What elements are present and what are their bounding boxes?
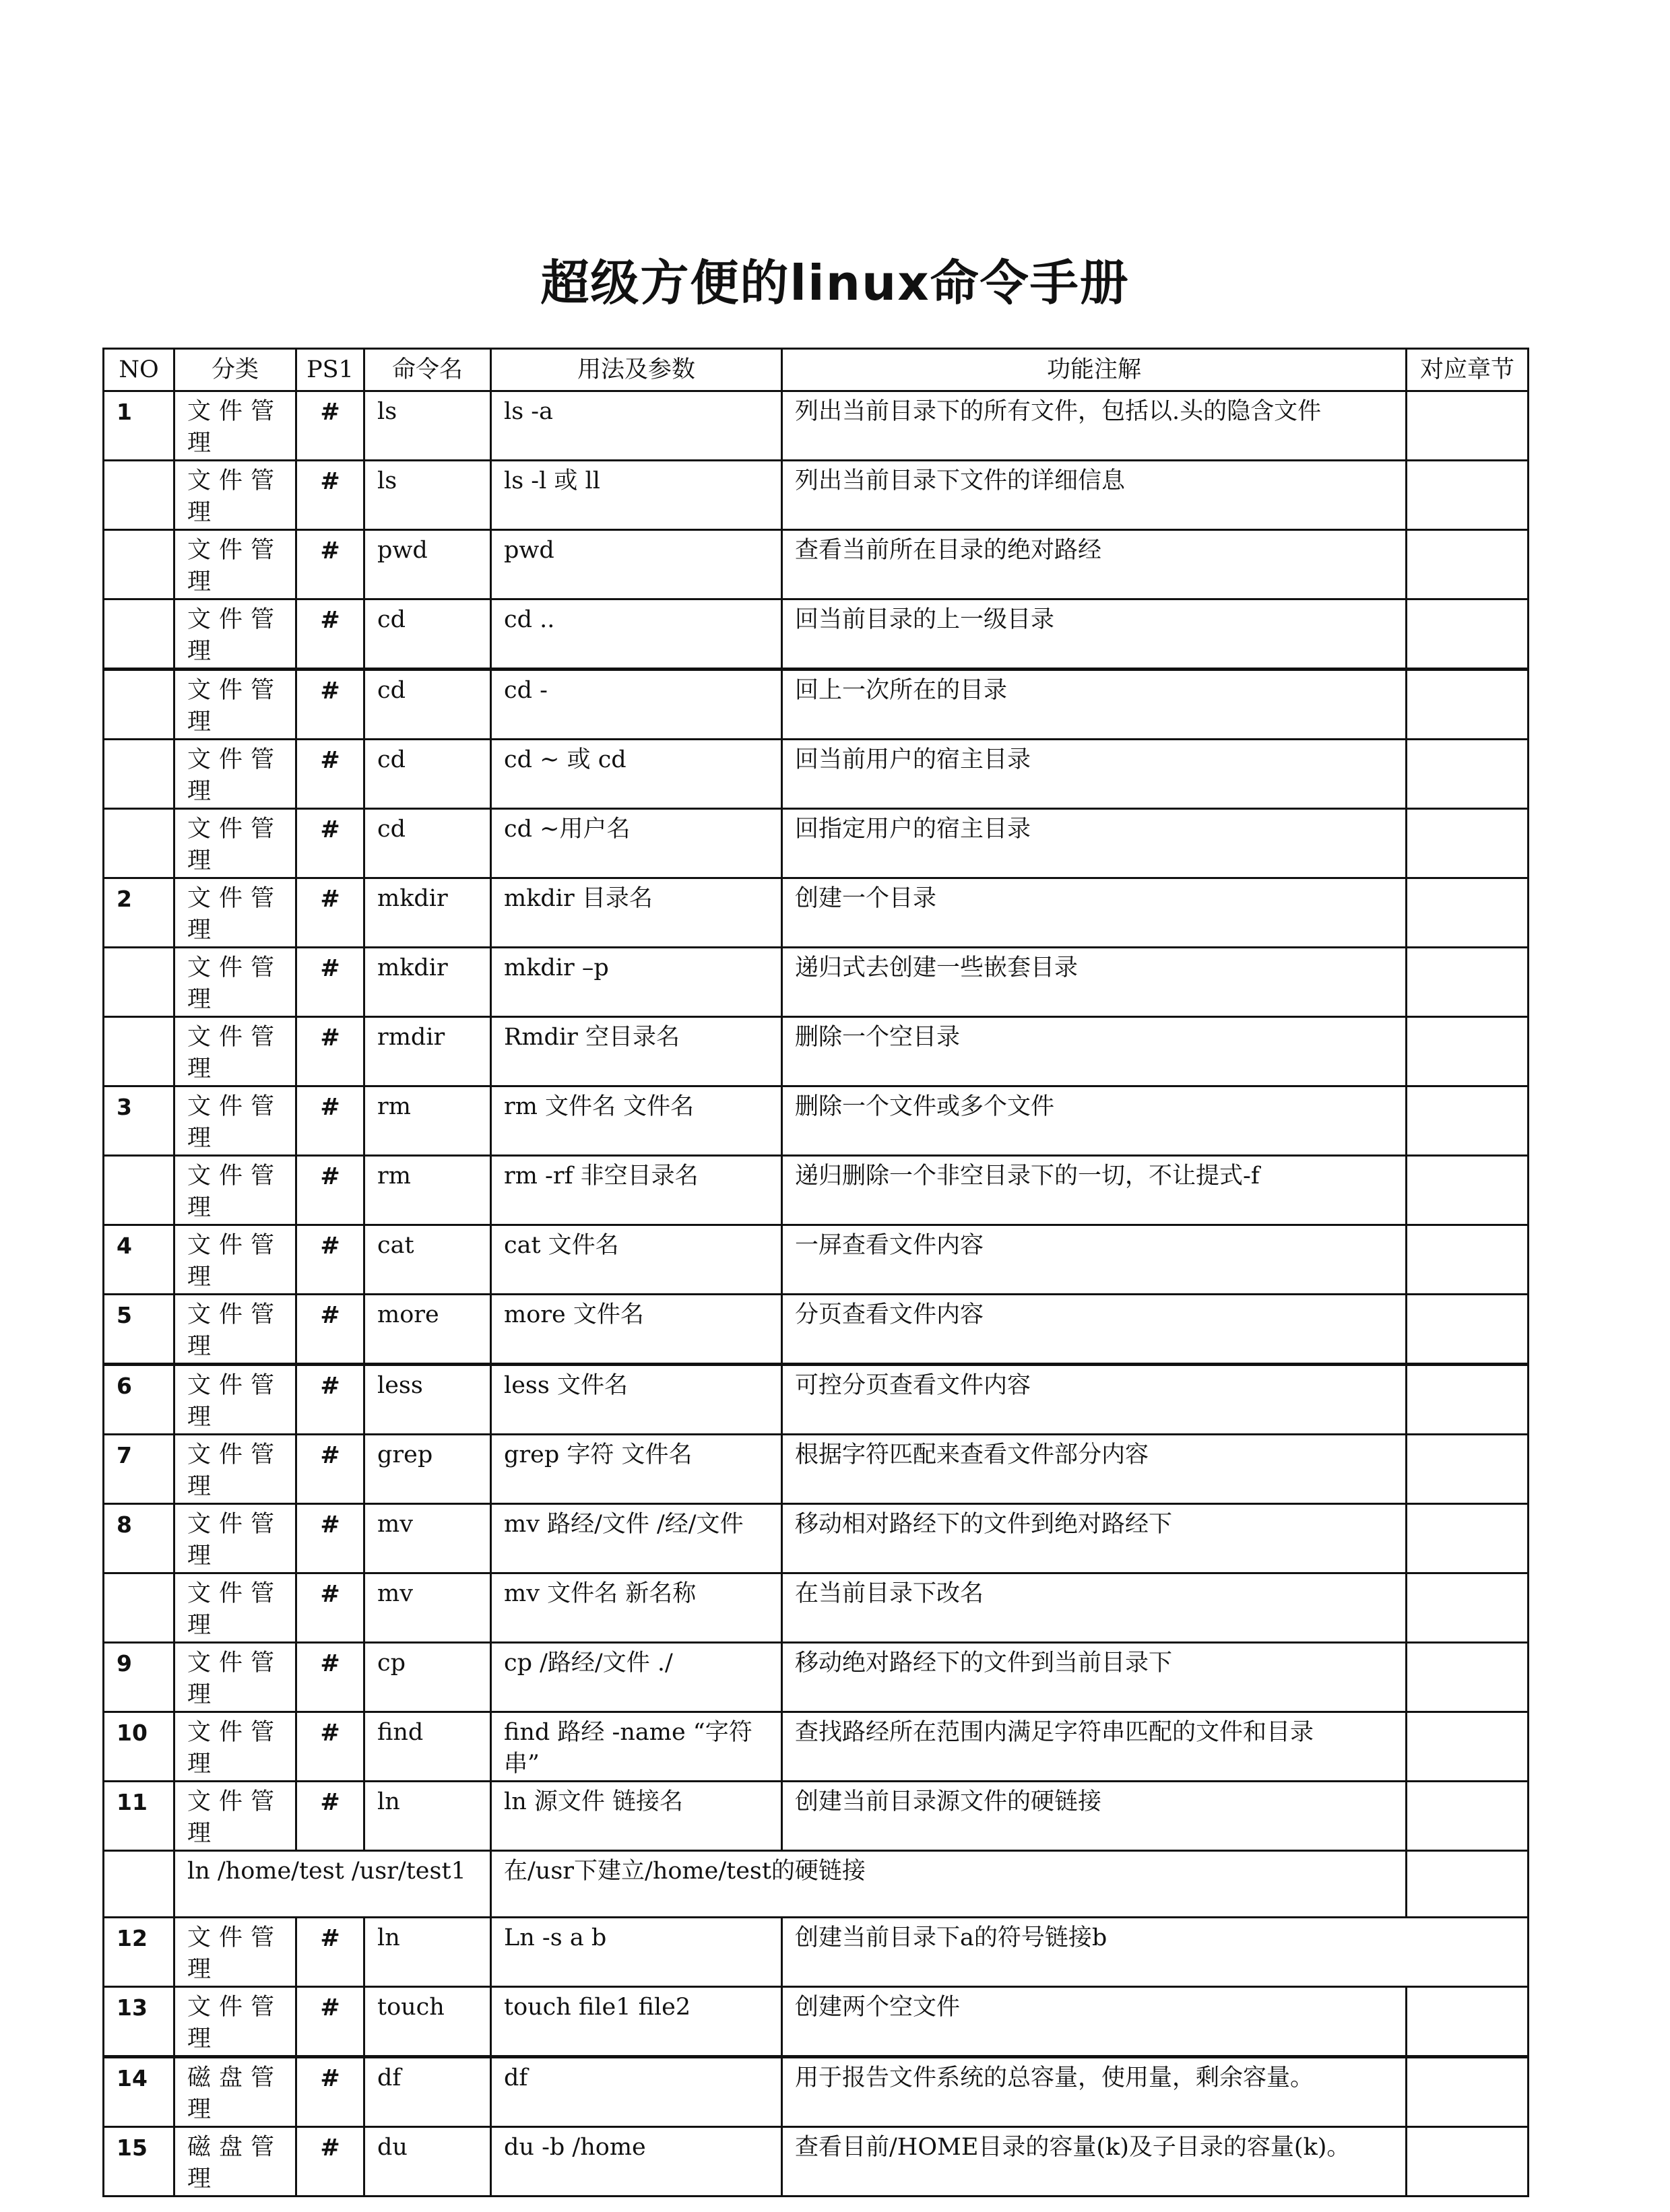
row-category: 文件管理 <box>174 1782 296 1851</box>
row-ps1: # <box>296 670 364 740</box>
row-command: cd <box>364 670 491 740</box>
table-row <box>104 1295 1529 1365</box>
row-command: rm <box>364 1156 491 1225</box>
row-chapter <box>1407 461 1529 530</box>
row-ps1: # <box>296 1156 364 1225</box>
row-ps1: # <box>296 1435 364 1504</box>
row-command: ls <box>364 461 491 530</box>
row-category: 磁盘管理 <box>174 2127 296 2197</box>
row-number: 3 <box>104 1086 174 1156</box>
row-description: 根据字符匹配来查看文件部分内容 <box>782 1435 1407 1504</box>
row-ps1: # <box>296 878 364 948</box>
row-chapter <box>1407 1225 1529 1295</box>
row-description: 分页查看文件内容 <box>782 1295 1407 1365</box>
row-description: 递归删除一个非空目录下的一切，不让提式-f <box>782 1156 1407 1225</box>
row-usage: find 路经 -name “字符串” <box>491 1712 782 1782</box>
row-description: 列出当前目录下的所有文件，包括以.头的隐含文件 <box>782 391 1407 461</box>
row-command: less <box>364 1365 491 1435</box>
table-row <box>104 1225 1529 1295</box>
row-category: 磁盘管理 <box>174 2057 296 2127</box>
row-command: touch <box>364 1987 491 2057</box>
row-chapter <box>1407 530 1529 599</box>
row-ps1: # <box>296 530 364 599</box>
column-header-category: 分类 <box>174 349 296 391</box>
column-header-usage: 用法及参数 <box>491 349 782 391</box>
row-command: du <box>364 2127 491 2197</box>
row-description: 递归式去创建一些嵌套目录 <box>782 948 1407 1017</box>
row-ps1: # <box>296 1225 364 1295</box>
row-category: 文件管理 <box>174 1086 296 1156</box>
row-command: ln <box>364 1918 491 1987</box>
row-chapter <box>1407 2127 1529 2197</box>
row-command: mv <box>364 1573 491 1643</box>
row-command: find <box>364 1712 491 1782</box>
row-ps1: # <box>296 948 364 1017</box>
row-chapter <box>1407 1365 1529 1435</box>
row-command: mkdir <box>364 878 491 948</box>
row-number: 12 <box>104 1918 174 1987</box>
row-number: 11 <box>104 1782 174 1851</box>
row-chapter <box>1407 809 1529 878</box>
page-title: 超级方便的linux命令手册 <box>540 255 1130 311</box>
row-category: 文件管理 <box>174 809 296 878</box>
table-row <box>104 530 1529 599</box>
row-category: 文件管理 <box>174 1156 296 1225</box>
row-number <box>104 670 174 740</box>
column-header-command: 命令名 <box>364 349 491 391</box>
row-usage: cd - <box>491 670 782 740</box>
row-usage: cd ~ 或 cd <box>491 740 782 809</box>
row-ps1: # <box>296 1643 364 1712</box>
row-description: 删除一个文件或多个文件 <box>782 1086 1407 1156</box>
table-row <box>104 740 1529 809</box>
row-usage: rm -rf 非空目录名 <box>491 1156 782 1225</box>
row-ps1: # <box>296 1918 364 1987</box>
row-usage: rm 文件名 文件名 <box>491 1086 782 1156</box>
row-chapter <box>1407 670 1529 740</box>
row-ps1: # <box>296 1782 364 1851</box>
table-row <box>104 1918 1529 1987</box>
row-category: 文件管理 <box>174 461 296 530</box>
table-header-row <box>104 349 1529 391</box>
row-category: 文件管理 <box>174 1225 296 1295</box>
row-description: 查看目前/HOME目录的容量(k)及子目录的容量(k)。 <box>782 2127 1407 2197</box>
column-header-chapter: 对应章节 <box>1407 349 1529 391</box>
row-number: 1 <box>104 391 174 461</box>
row-description: 回当前用户的宿主目录 <box>782 740 1407 809</box>
row-command: ls <box>364 391 491 461</box>
row-usage: cp /路经/文件 ./ <box>491 1643 782 1712</box>
row-number <box>104 740 174 809</box>
row-category: 文件管理 <box>174 1573 296 1643</box>
row-command: ln <box>364 1782 491 1851</box>
row-usage: mkdir –p <box>491 948 782 1017</box>
row-command: rm <box>364 1086 491 1156</box>
row-usage: Ln -s a b <box>491 1918 782 1987</box>
row-command: cd <box>364 740 491 809</box>
row-number: 4 <box>104 1225 174 1295</box>
row-category: 文件管理 <box>174 530 296 599</box>
row-chapter <box>1407 1573 1529 1643</box>
row-usage: mkdir 目录名 <box>491 878 782 948</box>
row-number: 2 <box>104 878 174 948</box>
row-number <box>104 599 174 670</box>
row-category: 文件管理 <box>174 1918 296 1987</box>
table-row <box>104 670 1529 740</box>
row-description: 移动相对路经下的文件到绝对路经下 <box>782 1504 1407 1573</box>
row-description: 查看当前所在目录的绝对路经 <box>782 530 1407 599</box>
row-chapter <box>1407 599 1529 670</box>
row-command: grep <box>364 1435 491 1504</box>
table-row <box>104 1017 1529 1086</box>
row-number: 7 <box>104 1435 174 1504</box>
table-row <box>104 1435 1529 1504</box>
row-ps1: # <box>296 1086 364 1156</box>
row-ps1: # <box>296 1504 364 1573</box>
table-row <box>104 461 1529 530</box>
table-row <box>104 2057 1529 2127</box>
row-ps1: # <box>296 1987 364 2057</box>
row-number: 5 <box>104 1295 174 1365</box>
row-usage: cd ~用户名 <box>491 809 782 878</box>
row-chapter <box>1407 1156 1529 1225</box>
row-number: 9 <box>104 1643 174 1712</box>
table-row <box>104 1573 1529 1643</box>
row-chapter <box>1407 1712 1529 1782</box>
row-usage: Rmdir 空目录名 <box>491 1017 782 1086</box>
table-row <box>104 1643 1529 1712</box>
row-description: 在当前目录下改名 <box>782 1573 1407 1643</box>
row-ps1: # <box>296 809 364 878</box>
row-usage: ln /home/test /usr/test1 <box>174 1851 491 1918</box>
row-usage: cd .. <box>491 599 782 670</box>
row-usage: grep 字符 文件名 <box>491 1435 782 1504</box>
row-chapter <box>1407 1017 1529 1086</box>
row-chapter <box>1407 1643 1529 1712</box>
row-usage: ln 源文件 链接名 <box>491 1782 782 1851</box>
row-category: 文件管理 <box>174 1987 296 2057</box>
row-command: cd <box>364 809 491 878</box>
table-row <box>104 1987 1529 2057</box>
table-row <box>104 1156 1529 1225</box>
row-category: 文件管理 <box>174 740 296 809</box>
row-command: cd <box>364 599 491 670</box>
table-row <box>104 809 1529 878</box>
row-ps1: # <box>296 461 364 530</box>
row-ps1: # <box>296 1017 364 1086</box>
table-row <box>104 948 1529 1017</box>
row-description: 创建一个目录 <box>782 878 1407 948</box>
row-description: 可控分页查看文件内容 <box>782 1365 1407 1435</box>
row-number: 14 <box>104 2057 174 2127</box>
row-description: 创建当前目录下a的符号链接b <box>782 1918 1529 1987</box>
row-category: 文件管理 <box>174 599 296 670</box>
row-number <box>104 530 174 599</box>
row-command: mkdir <box>364 948 491 1017</box>
row-description: 删除一个空目录 <box>782 1017 1407 1086</box>
row-number: 8 <box>104 1504 174 1573</box>
row-number <box>104 1851 174 1918</box>
row-ps1: # <box>296 1712 364 1782</box>
row-description: 创建两个空文件 <box>782 1987 1407 2057</box>
column-header-description: 功能注解 <box>782 349 1407 391</box>
row-description: 用于报告文件系统的总容量，使用量，剩余容量。 <box>782 2057 1407 2127</box>
row-usage: mv 路经/文件 /经/文件 <box>491 1504 782 1573</box>
row-category: 文件管理 <box>174 391 296 461</box>
row-usage: cat 文件名 <box>491 1225 782 1295</box>
row-chapter <box>1407 1504 1529 1573</box>
row-usage: df <box>491 2057 782 2127</box>
column-header-ps1: PS1 <box>296 349 364 391</box>
row-command: more <box>364 1295 491 1365</box>
table-row <box>104 878 1529 948</box>
row-category: 文件管理 <box>174 1017 296 1086</box>
table-row <box>104 2127 1529 2197</box>
row-category: 文件管理 <box>174 1365 296 1435</box>
row-command: cat <box>364 1225 491 1295</box>
row-chapter <box>1407 1782 1529 1851</box>
row-ps1: # <box>296 740 364 809</box>
row-ps1: # <box>296 1573 364 1643</box>
row-ps1: # <box>296 599 364 670</box>
row-usage: more 文件名 <box>491 1295 782 1365</box>
row-command: mv <box>364 1504 491 1573</box>
row-number: 10 <box>104 1712 174 1782</box>
row-ps1: # <box>296 2127 364 2197</box>
row-chapter <box>1407 391 1529 461</box>
row-command: cp <box>364 1643 491 1712</box>
row-chapter <box>1407 1987 1529 2057</box>
row-description: 在/usr下建立/home/test的硬链接 <box>491 1851 1407 1918</box>
row-usage: du -b /home <box>491 2127 782 2197</box>
row-category: 文件管理 <box>174 1504 296 1573</box>
row-description: 创建当前目录源文件的硬链接 <box>782 1782 1407 1851</box>
table-row <box>104 1365 1529 1435</box>
row-number <box>104 1017 174 1086</box>
column-header-no: NO <box>104 349 174 391</box>
table-row <box>104 1782 1529 1851</box>
row-description: 回指定用户的宿主目录 <box>782 809 1407 878</box>
row-command: pwd <box>364 530 491 599</box>
row-chapter <box>1407 1086 1529 1156</box>
table-row <box>104 1712 1529 1782</box>
row-number <box>104 948 174 1017</box>
table-row <box>104 599 1529 670</box>
row-description: 回上一次所在的目录 <box>782 670 1407 740</box>
row-number <box>104 1573 174 1643</box>
row-ps1: # <box>296 391 364 461</box>
row-usage: ls -a <box>491 391 782 461</box>
row-category: 文件管理 <box>174 878 296 948</box>
row-command: df <box>364 2057 491 2127</box>
row-category: 文件管理 <box>174 1712 296 1782</box>
table-row <box>104 1086 1529 1156</box>
table-row <box>104 1504 1529 1573</box>
row-usage: ls -l 或 ll <box>491 461 782 530</box>
row-description: 列出当前目录下文件的详细信息 <box>782 461 1407 530</box>
row-usage: less 文件名 <box>491 1365 782 1435</box>
row-chapter <box>1407 948 1529 1017</box>
row-number: 6 <box>104 1365 174 1435</box>
row-usage: touch file1 file2 <box>491 1987 782 2057</box>
row-category: 文件管理 <box>174 670 296 740</box>
row-number: 15 <box>104 2127 174 2197</box>
row-usage: mv 文件名 新名称 <box>491 1573 782 1643</box>
row-ps1: # <box>296 2057 364 2127</box>
row-category: 文件管理 <box>174 1435 296 1504</box>
row-ps1: # <box>296 1295 364 1365</box>
row-chapter <box>1407 740 1529 809</box>
row-description: 移动绝对路经下的文件到当前目录下 <box>782 1643 1407 1712</box>
table-row <box>104 391 1529 461</box>
row-chapter <box>1407 1295 1529 1365</box>
row-number <box>104 809 174 878</box>
row-chapter <box>1407 878 1529 948</box>
row-chapter <box>1407 2057 1529 2127</box>
row-description: 回当前目录的上一级目录 <box>782 599 1407 670</box>
row-category: 文件管理 <box>174 948 296 1017</box>
row-number: 13 <box>104 1987 174 2057</box>
row-usage: pwd <box>491 530 782 599</box>
row-chapter <box>1407 1435 1529 1504</box>
table-row-link-example <box>104 1851 1529 1918</box>
row-number <box>104 1156 174 1225</box>
row-chapter <box>1407 1851 1529 1918</box>
row-number <box>104 461 174 530</box>
row-category: 文件管理 <box>174 1643 296 1712</box>
row-category: 文件管理 <box>174 1295 296 1365</box>
row-command: rmdir <box>364 1017 491 1086</box>
row-ps1: # <box>296 1365 364 1435</box>
row-description: 查找路经所在范围内满足字符串匹配的文件和目录 <box>782 1712 1407 1782</box>
row-description: 一屏查看文件内容 <box>782 1225 1407 1295</box>
command-table <box>102 348 1529 2197</box>
